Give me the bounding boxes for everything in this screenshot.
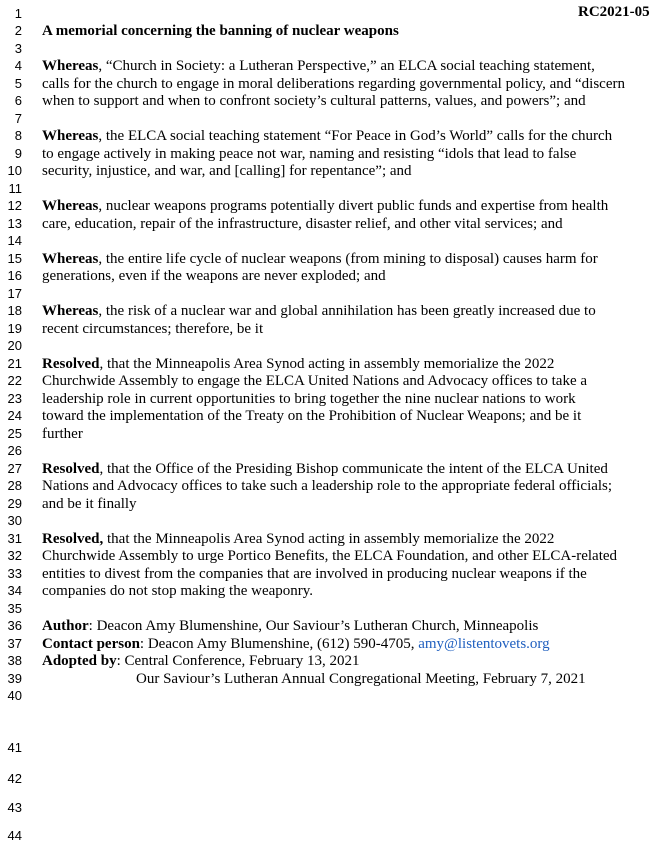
paragraph-line [42, 461, 608, 477]
line-number: 10 [7, 163, 22, 178]
line-number: 2 [14, 23, 22, 38]
paragraph-line: and be it finally [42, 496, 137, 512]
paragraph-line [42, 356, 554, 372]
adopted-line-2: Our Saviour’s Lutheran Annual Congregational Meeting, February 7, 2021 [136, 671, 586, 687]
line-number: 23 [7, 391, 22, 406]
paragraph-text: , “Church in Society: a Lutheran Perspective,” an ELCA social teaching statement, [98, 58, 595, 74]
line-number: 8 [14, 128, 22, 143]
line-number: 28 [7, 478, 22, 493]
line-number: 6 [14, 93, 22, 108]
paragraph-line: entities to divest from the companies that are involved in producing nuclear weapons if the [42, 566, 587, 582]
paragraph-line: toward the implementation of the Treaty on the Prohibition of Nuclear Weapons; and be it [42, 408, 582, 424]
line-number: 9 [14, 146, 22, 161]
line-number: 26 [7, 443, 22, 458]
paragraph-keyword: Resolved [42, 356, 100, 372]
paragraph-keyword: Whereas [42, 303, 99, 319]
line-number: 32 [7, 548, 22, 563]
contact-line [42, 636, 550, 652]
line-number: 5 [14, 76, 22, 91]
line-number: 24 [7, 408, 22, 423]
line-number: 18 [7, 303, 22, 318]
line-number: 39 [7, 671, 22, 686]
line-number: 44 [7, 828, 22, 843]
author-label: Author [42, 618, 89, 634]
line-number: 42 [7, 771, 22, 786]
line-number: 27 [7, 461, 22, 476]
paragraph-line: security, injustice, and war, and [calling] for repentance”; and [42, 163, 412, 179]
paragraph-text: , that the Office of the Presiding Bishop communicate the intent of the ELCA United [99, 461, 608, 477]
paragraph-text: that the Minneapolis Area Synod acting in assembly memorialize the 2022 [103, 531, 555, 547]
paragraph-line: when to support and when to confront society’s cultural patterns, values, and powers”; and [42, 93, 586, 109]
line-number: 33 [7, 566, 22, 581]
paragraph-line [42, 531, 554, 547]
author-line [42, 618, 538, 634]
line-number: 38 [7, 653, 22, 668]
line-number: 11 [8, 181, 22, 196]
line-number: 22 [7, 373, 22, 388]
line-number: 40 [7, 688, 22, 703]
line-number: 20 [7, 338, 22, 353]
line-number: 30 [7, 513, 22, 528]
paragraph-line: further [42, 426, 83, 442]
paragraph-line [42, 303, 596, 319]
line-number: 36 [7, 618, 22, 633]
paragraph-line: Nations and Advocacy offices to take such a leadership role to the appropriate federal officials; [42, 478, 613, 494]
line-number: 17 [7, 286, 22, 301]
paragraph-line [42, 198, 608, 214]
line-number: 15 [7, 251, 22, 266]
line-number: 29 [7, 496, 22, 511]
paragraph-text: , the risk of a nuclear war and global annihilation has been greatly increased due to [98, 303, 596, 319]
line-number: 35 [7, 601, 22, 616]
paragraph-line: Churchwide Assembly to engage the ELCA United Nations and Advocacy offices to take a [42, 373, 588, 389]
paragraph-line [42, 58, 595, 74]
paragraph-keyword: Whereas [42, 251, 99, 267]
line-number: 3 [14, 41, 22, 56]
contact-value: : Deacon Amy Blumenshine, (612) 590-4705, [139, 636, 419, 652]
paragraph-line [42, 251, 598, 267]
adopted-value: : Central Conference, February 13, 2021 [116, 653, 360, 669]
paragraph-line: calls for the church to engage in moral deliberations regarding governmental policy, and “discern [42, 76, 625, 92]
paragraph-line [42, 128, 612, 144]
line-number: 21 [7, 356, 22, 371]
line-number: 13 [7, 216, 22, 231]
paragraph-text: , that the Minneapolis Area Synod acting in assembly memorialize the 2022 [99, 356, 555, 372]
line-number: 14 [7, 233, 22, 248]
line-number: 43 [7, 800, 22, 815]
paragraph-text: , the ELCA social teaching statement “For Peace in God’s World” calls for the church [98, 128, 613, 144]
paragraph-keyword: Whereas [42, 198, 99, 214]
line-number: 19 [7, 321, 22, 336]
paragraph-keyword: Whereas [42, 128, 99, 144]
paragraph-text: , nuclear weapons programs potentially divert public funds and expertise from health [98, 198, 609, 214]
line-number: 4 [14, 58, 22, 73]
line-number: 12 [7, 198, 22, 213]
line-number: 37 [7, 636, 22, 651]
paragraph-line: generations, even if the weapons are never exploded; and [42, 268, 386, 284]
paragraph-line: recent circumstances; therefore, be it [42, 321, 264, 337]
author-value: : Deacon Amy Blumenshine, Our Saviour’s Lutheran Church, Minneapolis [88, 618, 539, 634]
line-number: 34 [7, 583, 22, 598]
line-number: 16 [7, 268, 22, 283]
adopted-line [42, 653, 359, 669]
paragraph-line: leadership role in current opportunities to bring together the nine nuclear nations to work [42, 391, 576, 407]
contact-email-link[interactable]: amy@listentovets.org [418, 636, 550, 652]
document-id: RC2021-05 [578, 4, 650, 20]
paragraph-text: , the entire life cycle of nuclear weapons (from mining to disposal) causes harm for [98, 251, 598, 267]
paragraph-keyword: Resolved, [42, 531, 104, 547]
line-number: 25 [7, 426, 22, 441]
paragraph-keyword: Resolved [42, 461, 100, 477]
paragraph-line: care, education, repair of the infrastructure, disaster relief, and other vital services; and [42, 216, 563, 232]
adopted-label: Adopted by [42, 653, 117, 669]
line-number: 31 [7, 531, 22, 546]
paragraph-keyword: Whereas [42, 58, 99, 74]
line-number: 7 [14, 111, 22, 126]
document-title: A memorial concerning the banning of nuclear weapons [42, 23, 399, 39]
paragraph-line: companies do not stop making the weaponry. [42, 583, 314, 599]
contact-label: Contact person [42, 636, 140, 652]
paragraph-line: to engage actively in making peace not war, naming and resisting “idols that lead to false [42, 146, 577, 162]
line-number: 1 [14, 6, 22, 21]
line-number: 41 [7, 740, 22, 755]
paragraph-line: Churchwide Assembly to urge Portico Benefits, the ELCA Foundation, and other ELCA-related [42, 548, 618, 564]
